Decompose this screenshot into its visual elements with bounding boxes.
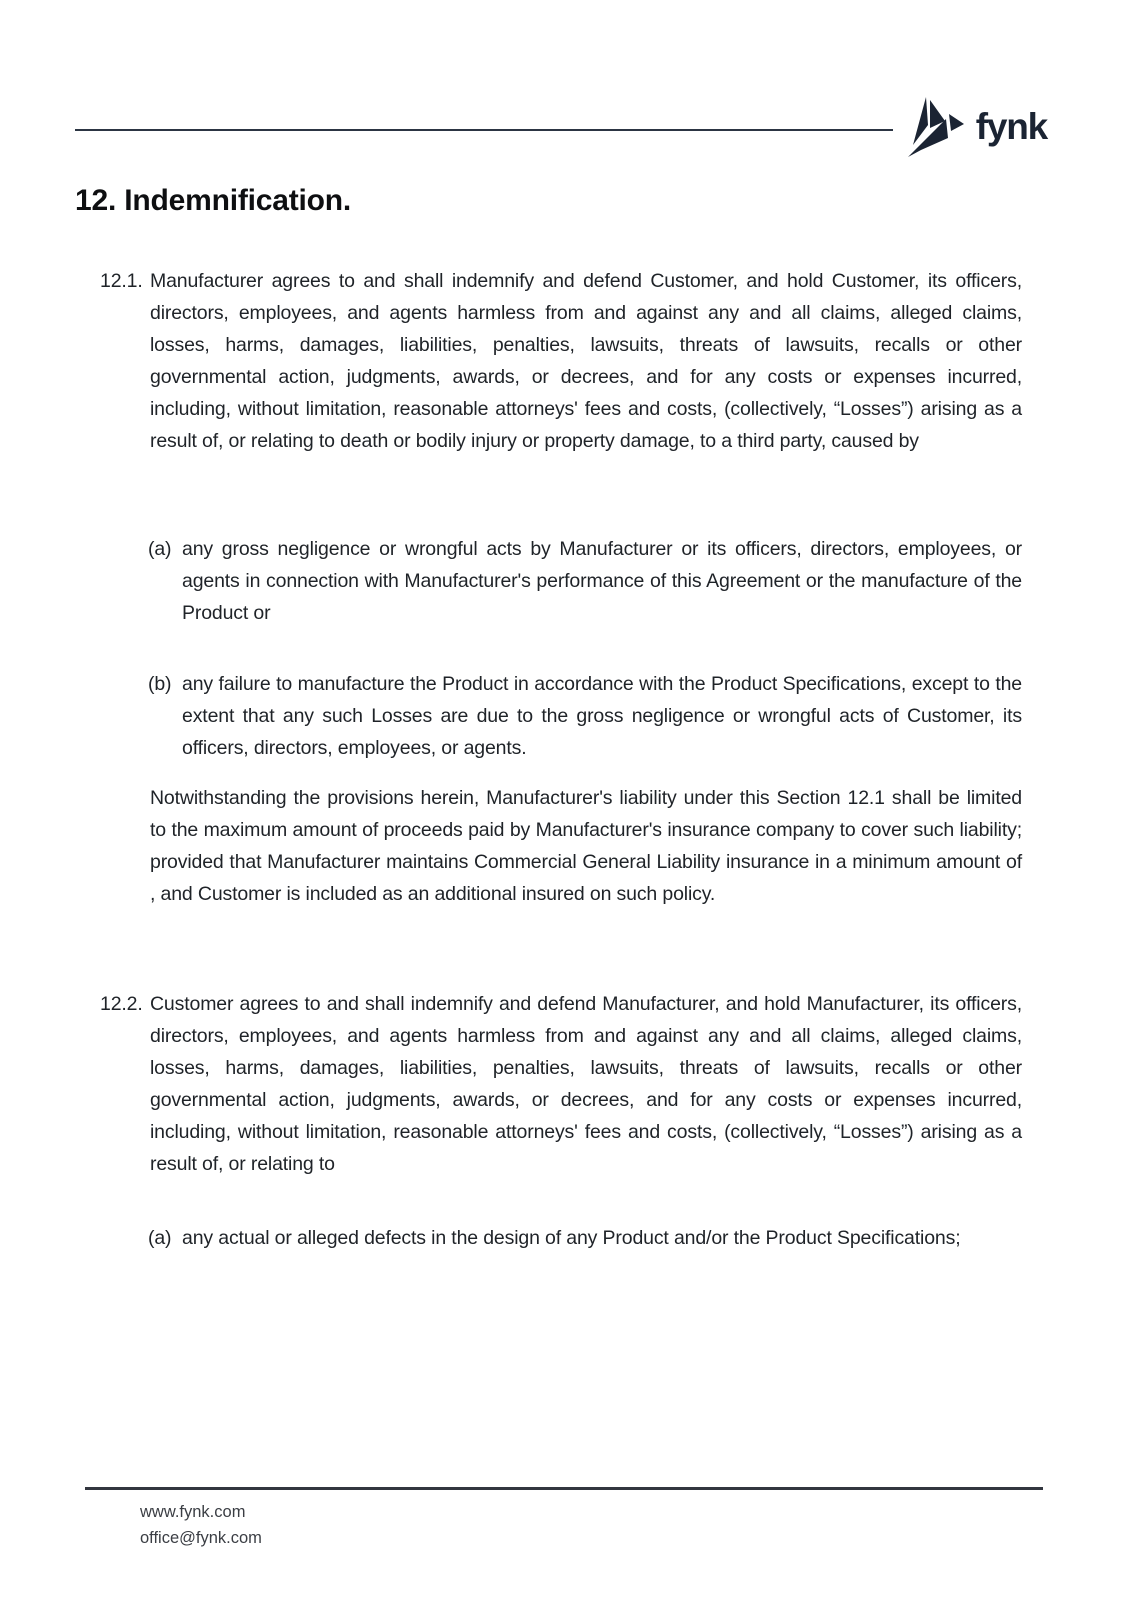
clause-text: Customer agrees to and shall indemnify and defend Manufacturer, and hold Manufacturer, its officers, directors, employees, and agents harmless from and against any and all claims, alleged claims, losses, harms, damages, liabilities, penalties, lawsuits, threats of lawsuits, recalls or other governmental action, judgments, awards, or decrees, and for any costs or expenses incurred, including, without limitation, reasonable attorneys' fees and costs, (collectively, “Losses”) arising as a result of, or relating to [150, 993, 1022, 1175]
footer-divider [85, 1487, 1043, 1490]
clause-12-1-a [148, 533, 1022, 629]
clause-text: Manufacturer agrees to and shall indemnify and defend Customer, and hold Customer, its officers, directors, employees, and agents harmless from and against any and all claims, alleged claims, losses, harms, damages, liabilities, penalties, lawsuits, threats of lawsuits, recalls or other governmental action, judgments, awards, or decrees, and for any costs or expenses incurred, including, without limitation, reasonable attorneys' fees and costs, (collectively, “Losses”) arising as a result of, or relating to death or bodily injury or property damage, to a third party, caused by [150, 270, 1022, 452]
footer-contact [140, 1500, 262, 1551]
clause-12-1 [100, 265, 1022, 457]
clause-number: 12.2. [100, 993, 143, 1015]
subclause-text: any actual or alleged defects in the design of any Product and/or the Product Specifications; [182, 1227, 961, 1249]
subclause-text: any failure to manufacture the Product in accordance with the Product Specifications, except to the extent that any such Losses are due to the gross negligence or wrongful acts of Customer, its officers, directors, employees, or agents. [182, 673, 1022, 759]
clause-12-2-a [148, 1222, 1022, 1254]
header-divider [75, 129, 893, 131]
clause-12-1-note: Notwithstanding the provisions herein, Manufacturer's liability under this Section 12.1 shall be limited to the maximum amount of proceeds paid by Manufacturer's insurance company to cover such liability; provided that Manufacturer maintains Commercial General Liability insurance in a minimum amount of , and Customer is included as an additional insured on such policy. [150, 787, 1022, 905]
clause-12-2 [100, 988, 1022, 1180]
footer-email: office@fynk.com [140, 1528, 262, 1547]
brand-wordmark: fynk [975, 105, 1047, 147]
clause-number: 12.1. [100, 270, 143, 292]
origami-bird-icon [901, 97, 967, 161]
footer-website: www.fynk.com [140, 1503, 246, 1521]
subclause-label: (a) [148, 538, 172, 560]
subclause-label: (a) [148, 1227, 172, 1249]
section-heading: 12. Indemnification. [75, 184, 352, 217]
subclause-label: (b) [148, 673, 172, 695]
subclause-text: any gross negligence or wrongful acts by Manufacturer or its officers, directors, employees, or agents in connection with Manufacturer's performance of this Agreement or the manufacture of the Product or [182, 538, 1022, 624]
clause-12-1-b [148, 668, 1022, 764]
brand-logo [901, 97, 1047, 161]
